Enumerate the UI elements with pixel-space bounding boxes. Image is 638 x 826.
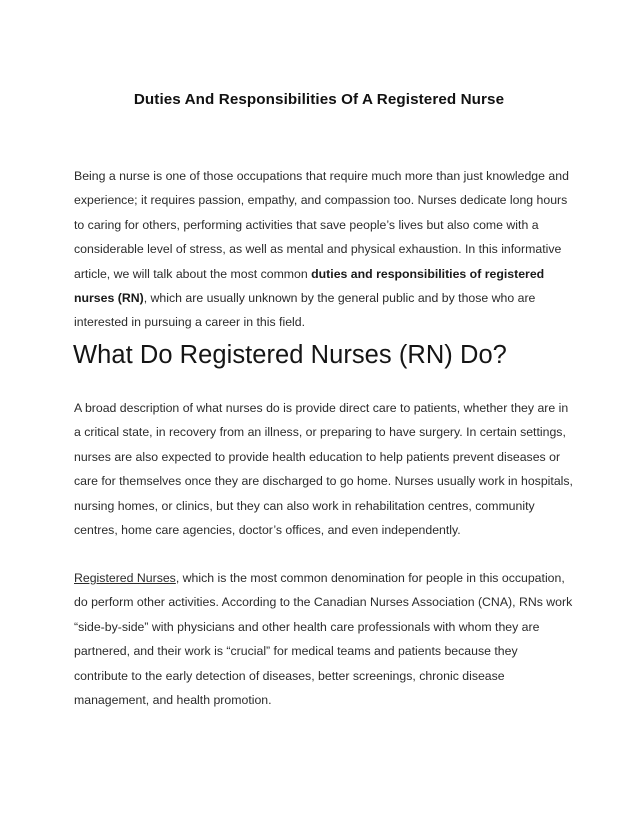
intro-text-end: , which are usually unknown by the general public and by those who are interested in pursuing a career in this field. (74, 291, 536, 330)
document-title: Duties And Responsibilities Of A Registered Nurse (133, 91, 505, 108)
description-paragraph: A broad description of what nurses do is provide direct care to patients, whether they are in a critical state, in recovery from an illness, or preparing to have surgery. In certain settings, nurses are also expected to provide health education to help patients prevent diseases or care for themselves once they are discharged to go home. Nurses usually work in hospitals, nursing homes, or clinics, but they can also work in rehabilitation centres, community centres, home care agencies, doctor’s offices, and even independently. (74, 401, 573, 538)
intro-bold-phrase: duties and responsibilities of registered nurses (RN) (74, 266, 545, 306)
intro-text-start: Being a nurse is one of those occupations that require much more than just knowledge and experience; it requires passion, empathy, and compassion too. Nurses dedicate long hours to caring for others, performing activities that save people’s lives but also come with a considerable level of stress, as well as mental and physical exhaustion. In this informative article, we will talk about the most common (74, 169, 569, 281)
intro-paragraph (74, 164, 574, 335)
registered-nurses-paragraph (74, 566, 574, 712)
section-heading: What Do Registered Nurses (RN) Do? (73, 341, 507, 369)
registered-nurses-link[interactable]: Registered Nurses (74, 571, 176, 585)
registered-nurses-text: , which is the most common denomination for people in this occupation, do perform other activities. According to the Canadian Nurses Association (CNA), RNs work “side-by-side” with physicians and other health care professionals with whom they are partnered, and their work is “crucial” for medical teams and patients because they contribute to the early detection of diseases, better screenings, chronic disease management, and health promotion. (74, 571, 573, 708)
